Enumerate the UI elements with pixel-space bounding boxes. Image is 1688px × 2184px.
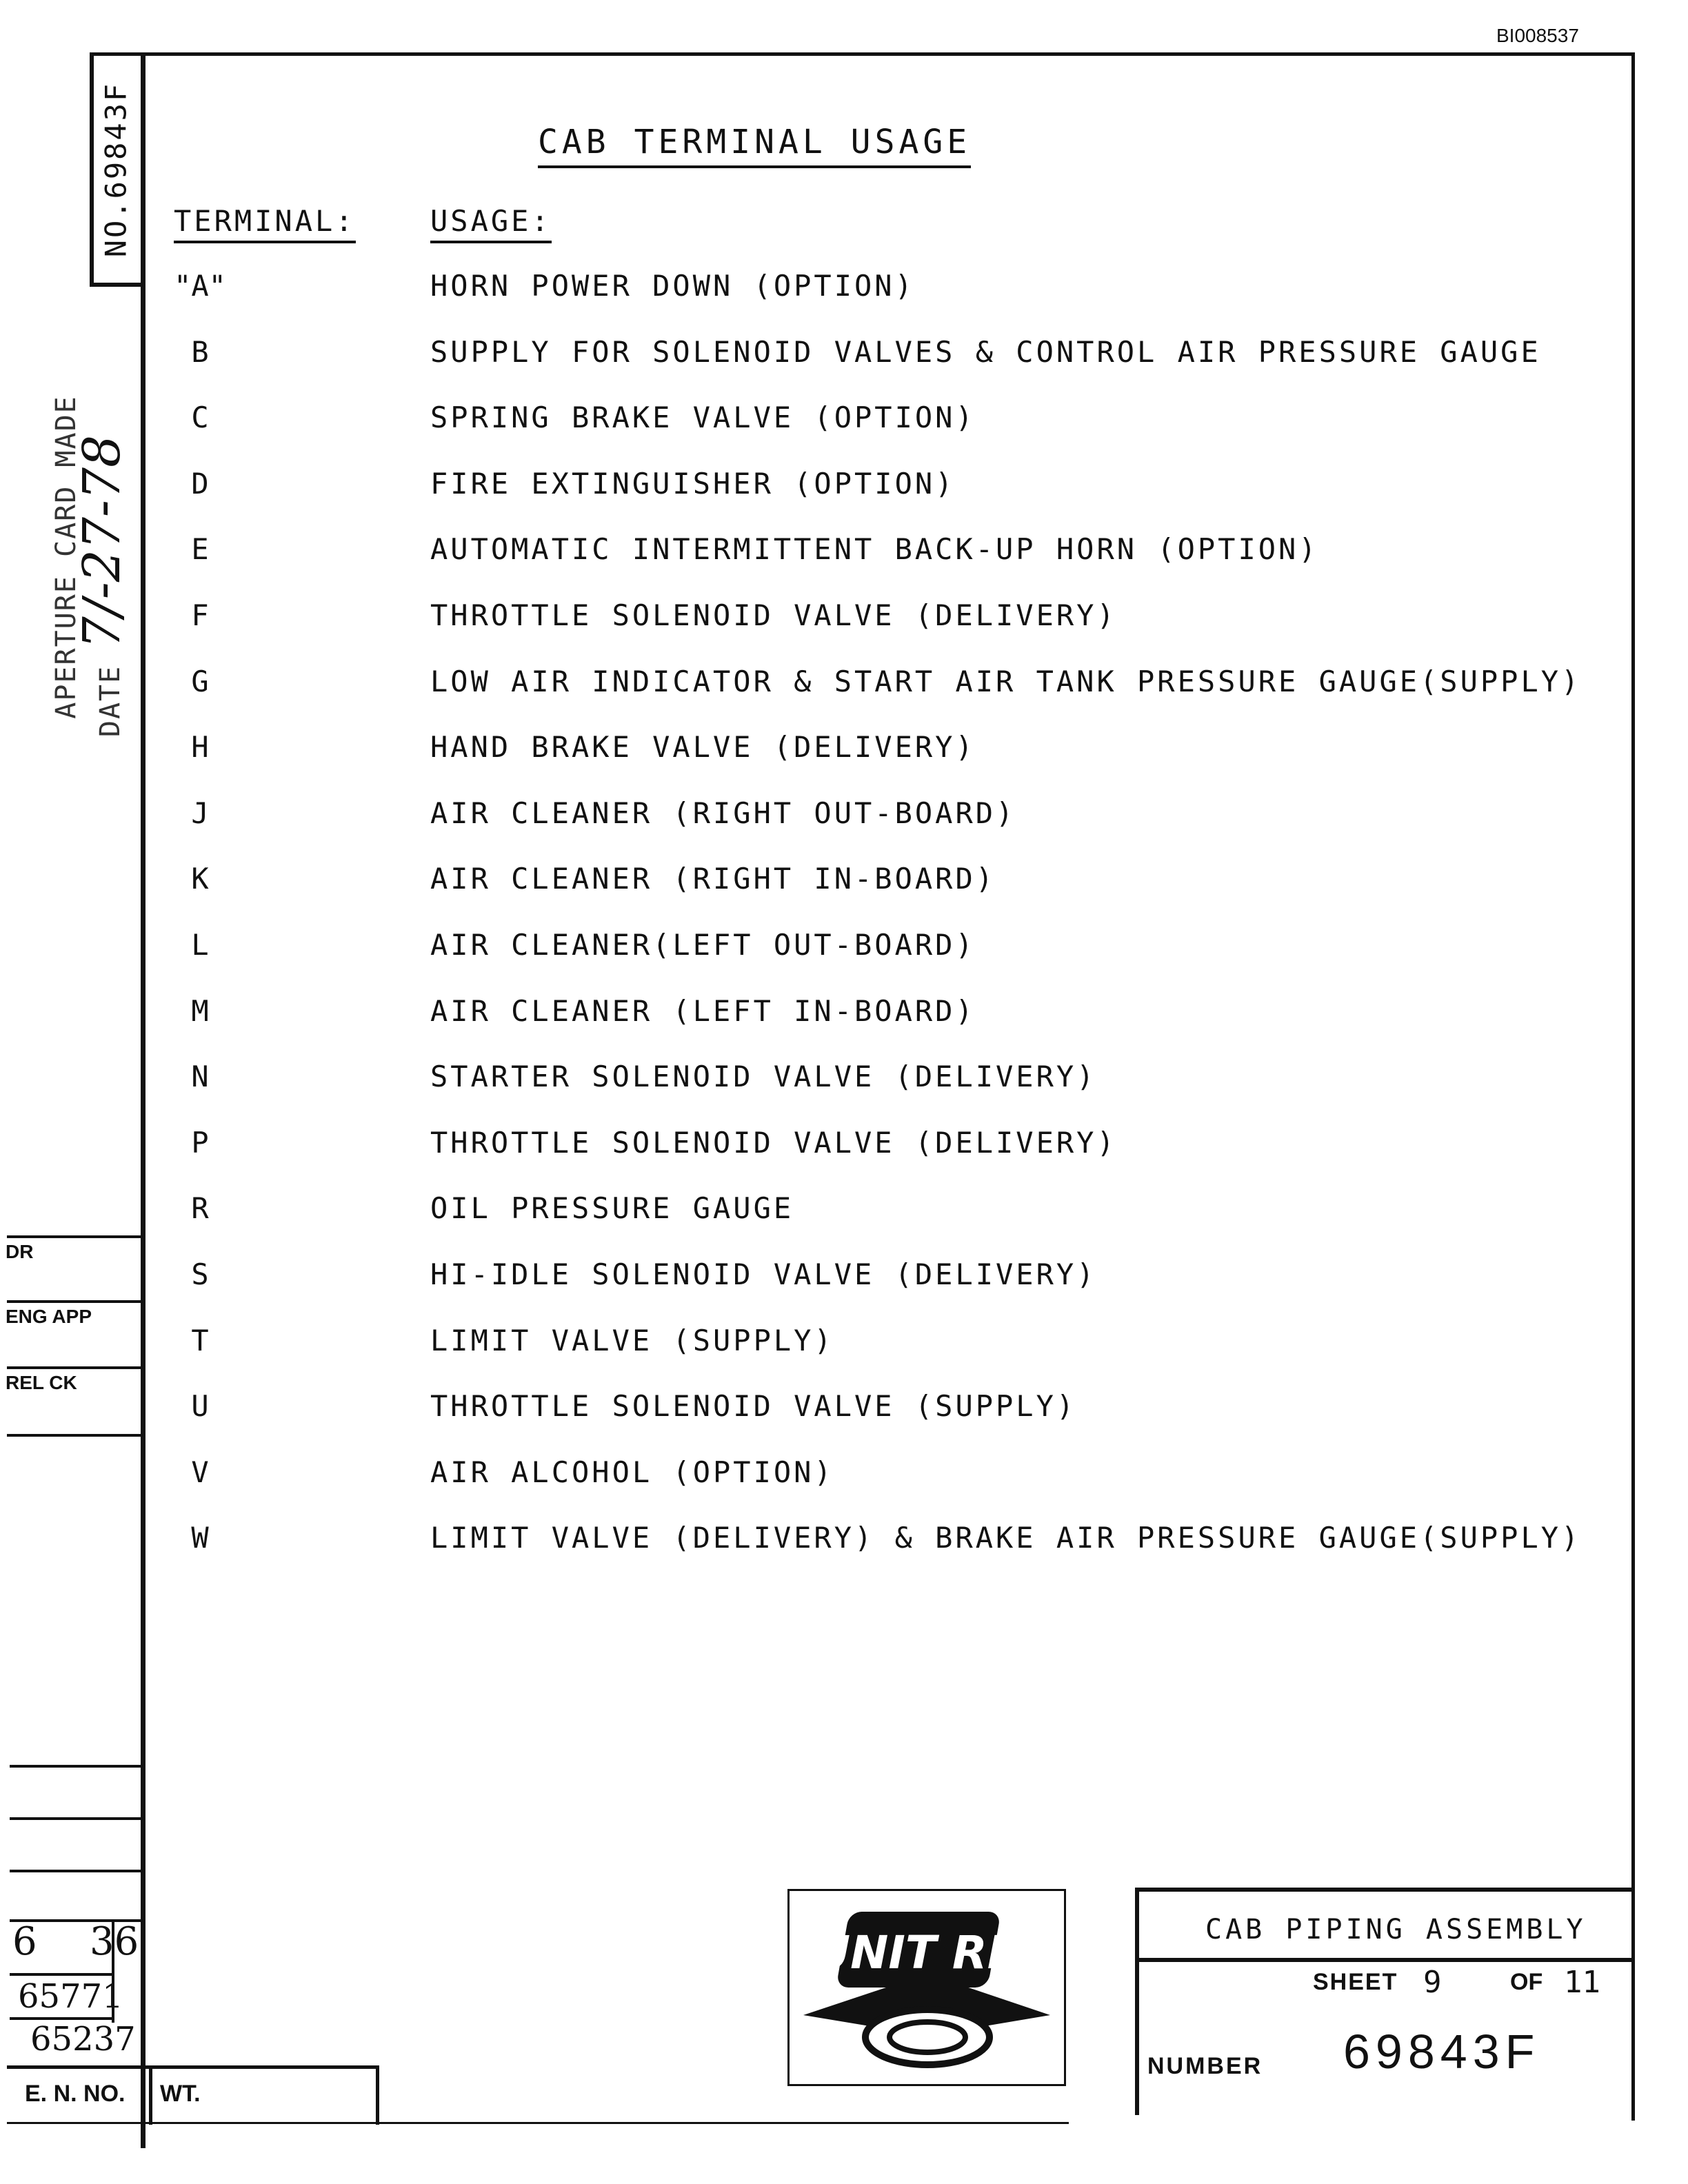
logo-text: UNIT RIG [813, 1926, 1042, 1979]
revision-line-3 [10, 1870, 145, 1872]
revision-line-5 [10, 1973, 113, 1976]
terminal-usage: HI-IDLE SOLENOID VALVE (DELIVERY) [430, 1257, 1097, 1291]
terminal-letter: T [191, 1324, 209, 1357]
terminal-letter: S [191, 1257, 209, 1291]
terminal-usage: AIR ALCOHOL (OPTION) [430, 1455, 834, 1489]
terminal-letter: H [191, 730, 209, 764]
terminal-usage: HORN POWER DOWN (OPTION) [430, 269, 915, 303]
title-block-divider [1138, 1958, 1633, 1962]
revision-entry-65771: 65771 [18, 1977, 123, 2016]
side-drawing-number: NO.69843F [99, 81, 133, 258]
terminal-letter: "A" [174, 269, 226, 303]
terminal-letter: F [191, 598, 209, 632]
drawing-number: 69843F [1343, 2025, 1540, 2079]
terminal-usage: SUPPLY FOR SOLENOID VALVES & CONTROL AIR PRESSURE GAUGE [430, 335, 1541, 369]
terminal-usage: OIL PRESSURE GAUGE [430, 1191, 794, 1225]
weight-block-divider [149, 2065, 152, 2125]
document-id: BI008537 [1496, 25, 1579, 46]
terminal-usage: AIR CLEANER (LEFT IN-BOARD) [430, 994, 976, 1028]
terminal-letter: U [191, 1389, 209, 1423]
terminal-usage: FIRE EXTINGUISHER (OPTION) [430, 467, 956, 501]
terminal-usage: THROTTLE SOLENOID VALVE (DELIVERY) [430, 598, 1117, 632]
frame-right-border [1631, 52, 1635, 2121]
terminal-usage: AUTOMATIC INTERMITTENT BACK-UP HORN (OPTION) [430, 532, 1319, 566]
terminal-letter: L [191, 928, 209, 962]
terminal-letter: D [191, 467, 209, 501]
terminal-letter: E [191, 532, 209, 566]
terminal-usage: THROTTLE SOLENOID VALVE (DELIVERY) [430, 1126, 1117, 1160]
terminal-usage: AIR CLEANER (RIGHT IN-BOARD) [430, 862, 996, 896]
terminal-usage: STARTER SOLENOID VALVE (DELIVERY) [430, 1060, 1097, 1093]
rel-ck-label: REL CK [6, 1372, 77, 1393]
revision-entry-right: 36 [90, 1919, 139, 1964]
frame-top-border [90, 52, 1634, 56]
usage-column-header: USAGE: [430, 204, 552, 243]
terminal-letter: N [191, 1060, 209, 1093]
terminal-letter: J [191, 796, 209, 830]
terminal-column-header: TERMINAL: [174, 204, 356, 243]
number-label: NUMBER [1147, 2053, 1263, 2079]
dr-label: DR [6, 1241, 34, 1262]
unit-rig-logo [790, 1891, 1064, 2084]
terminal-usage: AIR CLEANER(LEFT OUT-BOARD) [430, 928, 976, 962]
terminal-letter: W [191, 1521, 209, 1555]
eng-app-label: ENG APP [6, 1306, 92, 1327]
terminal-usage: AIR CLEANER (RIGHT OUT-BOARD) [430, 796, 1016, 830]
terminal-letter: P [191, 1126, 209, 1160]
approval-line-4 [7, 1434, 145, 1437]
terminal-usage: THROTTLE SOLENOID VALVE (SUPPLY) [430, 1389, 1077, 1423]
terminal-usage: LIMIT VALVE (SUPPLY) [430, 1324, 834, 1357]
revision-line-1 [10, 1765, 145, 1768]
of-label: OF [1510, 1969, 1543, 1995]
logo-ring-inner [890, 2022, 965, 2052]
aperture-stamp-text: APERTURE CARD MADE [50, 395, 82, 719]
terminal-letter: M [191, 994, 209, 1028]
terminal-letter: G [191, 665, 209, 698]
approval-line-2 [7, 1300, 145, 1303]
terminal-letter: K [191, 862, 209, 896]
terminal-usage: HAND BRAKE VALVE (DELIVERY) [430, 730, 976, 764]
terminal-letter: B [191, 335, 209, 369]
wt-label: WT. [160, 2081, 201, 2107]
approval-line-1 [7, 1235, 145, 1238]
total-sheets: 11 [1564, 1965, 1600, 2000]
aperture-date-handwritten: 7/-27-78 [72, 434, 132, 649]
aperture-card-date [72, 435, 132, 737]
revision-line-2 [10, 1817, 145, 1820]
approval-line-3 [7, 1366, 145, 1369]
terminal-usage: LOW AIR INDICATOR & START AIR TANK PRESSURE GAUGE(SUPPLY) [430, 665, 1582, 698]
sheet-label: SHEET [1313, 1969, 1398, 1995]
revision-entry-left: 6 [12, 1919, 37, 1964]
terminal-letter: C [191, 401, 209, 434]
frame-left-border [141, 52, 145, 2148]
title-block-title: CAB PIPING ASSEMBLY [1205, 1914, 1587, 1945]
aperture-date-label: DATE [94, 665, 126, 738]
sheet-number: 9 [1423, 1965, 1442, 2000]
en-no-label: E. N. NO. [25, 2081, 125, 2107]
document-title: CAB TERMINAL USAGE [538, 123, 971, 168]
terminal-usage: LIMIT VALVE (DELIVERY) & BRAKE AIR PRESSURE GAUGE(SUPPLY) [430, 1521, 1582, 1555]
revision-entry-65237: 65237 [30, 2020, 136, 2059]
terminal-letter: R [191, 1191, 209, 1225]
terminal-usage: SPRING BRAKE VALVE (OPTION) [430, 401, 976, 434]
company-logo-box [787, 1889, 1066, 2086]
terminal-letter: V [191, 1455, 209, 1489]
